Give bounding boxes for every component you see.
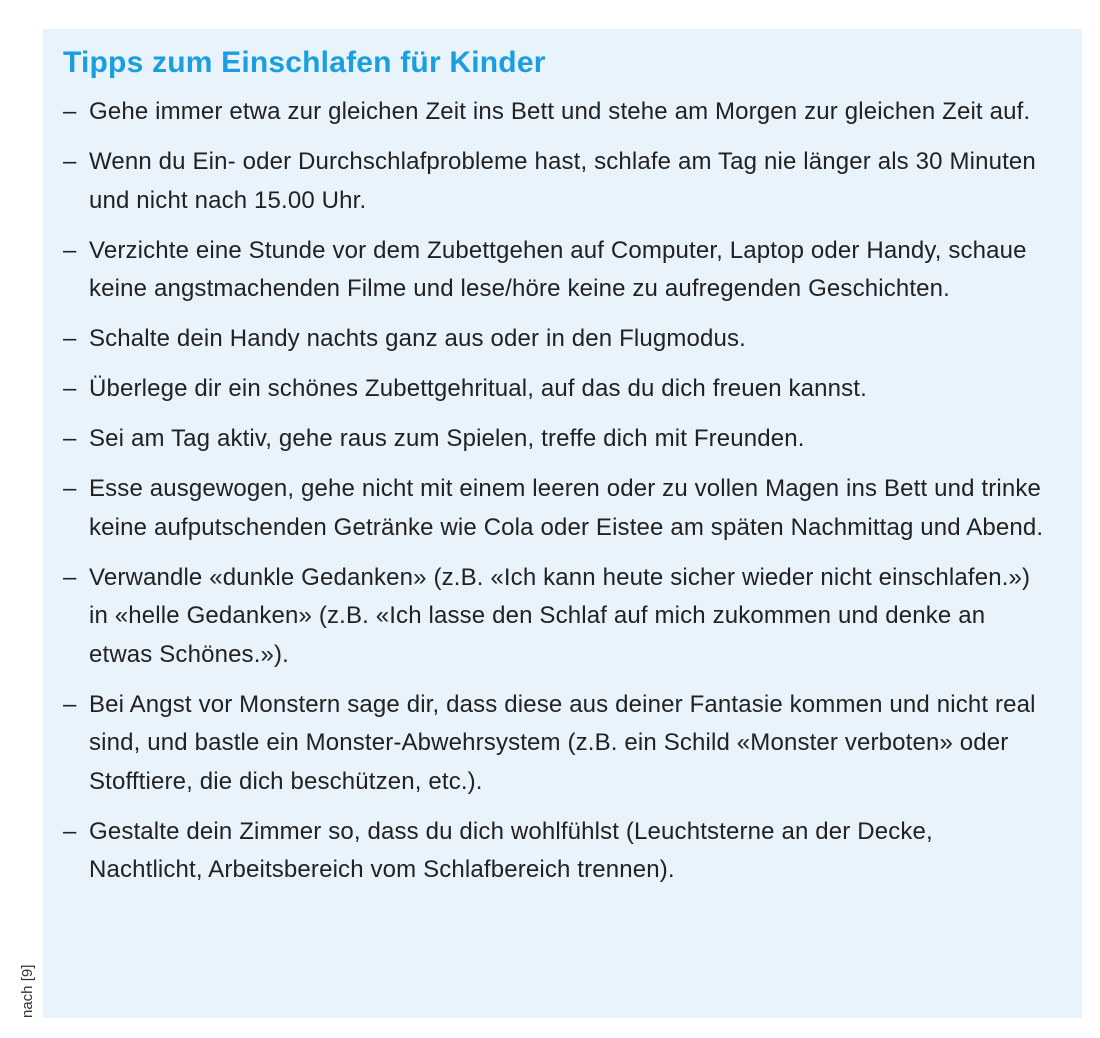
bullet-dash: – [63,563,77,591]
bullet-dash: – [63,475,77,502]
tip-text: Überlege dir ein schönes Zubettgehritual, auf das du dich freuen kannst. [89,375,867,402]
bullet-dash: – [63,817,77,845]
list-item [63,143,1052,220]
source-note: nach [9] [19,964,36,1018]
tip-text: Gehe immer etwa zur gleichen Zeit ins Bett und stehe am Morgen zur gleichen Zeit auf. [89,98,1031,125]
tip-text: Bei Angst vor Monstern sage dir, dass diese aus deiner Fantasie kommen und nicht real sind, und bastle ein Monster-Abwehrsystem (z.B. ein Schild «Monster verboten» oder Stofftiere, die dich beschützen, etc.). [89,690,1036,795]
tip-text: Verzichte eine Stunde vor dem Zubettgehen auf Computer, Laptop oder Handy, schaue keine angstmachenden Filme und lese/höre keine zu aufregenden Geschichten. [89,236,1027,302]
tip-text: Sei am Tag aktiv, gehe raus zum Spielen, treffe dich mit Freunden. [89,425,805,452]
bullet-dash: – [63,690,77,718]
bullet-dash: – [63,236,77,264]
list-item [63,470,1052,547]
list-item [63,93,1052,132]
bullet-dash: – [63,425,77,452]
tip-text: Gestalte dein Zimmer so, dass du dich wohlfühlst (Leuchtsterne an der Decke, Nachtlicht, Arbeitsbereich vom Schlafbereich trennen). [89,817,933,883]
bullet-dash: – [63,148,77,175]
tip-text: Schalte dein Handy nachts ganz aus oder in den Flugmodus. [89,325,746,352]
tips-list [63,93,1052,890]
list-item [63,813,1052,890]
list-item [63,370,1052,409]
bullet-dash: – [63,98,77,125]
tip-text: Verwandle «dunkle Gedanken» (z.B. «Ich kann heute sicher wieder nicht einschlafen.») in «helle Gedanken» (z.B. «Ich lasse den Schlaf auf mich zukommen und denke an etwas Schönes.»). [89,563,1031,668]
list-item [63,232,1052,309]
tips-box [43,29,1082,1018]
bullet-dash: – [63,325,77,352]
list-item [63,320,1052,359]
tip-text: Esse ausgewogen, gehe nicht mit einem leeren oder zu vollen Magen ins Bett und trinke keine aufputschenden Getränke wie Cola oder Eistee am späten Nachmittag und Abend. [89,475,1044,541]
list-item [63,559,1052,675]
list-item [63,420,1052,459]
bullet-dash: – [63,375,77,402]
list-item [63,686,1052,802]
tip-text: Wenn du Ein- oder Durchschlafprobleme hast, schlafe am Tag nie länger als 30 Minuten und nicht nach 15.00 Uhr. [89,148,1036,214]
box-title: Tipps zum Einschlafen für Kinder [63,46,546,79]
